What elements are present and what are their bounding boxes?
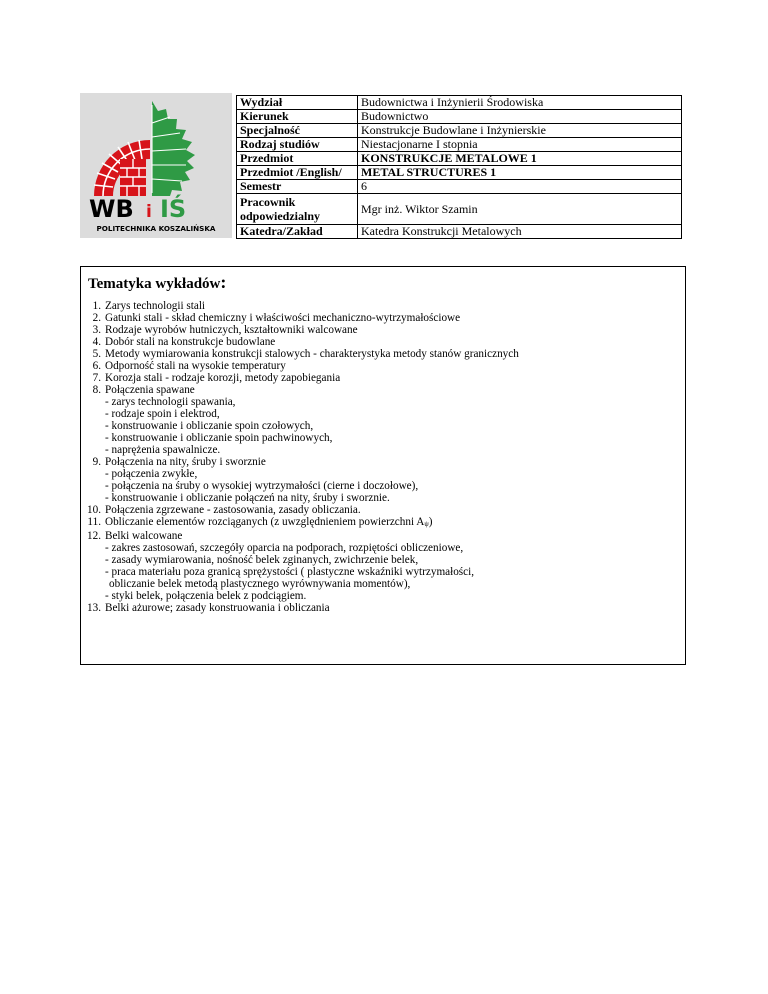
info-label: Pracownik odpowiedzialny <box>237 194 358 225</box>
list-item: 1. Zarys technologii stali <box>92 300 206 312</box>
info-row-specialization <box>237 124 682 138</box>
info-label: Przedmiot <box>237 152 358 166</box>
course-info-table <box>236 95 682 239</box>
list-item: 9. Połączenia na nity, śruby i sworznie <box>92 456 266 468</box>
info-label: Rodzaj studiów <box>237 138 358 152</box>
topics-list <box>85 300 681 614</box>
info-row-study-type <box>237 138 682 152</box>
logo-letters-left: WB <box>89 195 134 223</box>
list-item: 5. Metody wymiarowania konstrukcji stalowych - charakterystyka metody stanów granicznych <box>92 348 519 360</box>
info-value: Konstrukcje Budowlane i Inżynierskie <box>358 124 682 138</box>
info-row-subject-english <box>237 166 682 180</box>
list-subitem: - styki belek, połączenia belek z podciągiem. <box>105 590 307 602</box>
info-row-subject <box>237 152 682 166</box>
list-item: 12. Belki walcowane <box>87 530 183 542</box>
logo-caption: POLITECHNIKA KOSZALIŃSKA <box>96 224 216 233</box>
list-item: 11. Obliczanie elementów rozciąganych (z uwzględnieniem powierzchni $A_\psi$) <box>87 516 433 528</box>
info-value: Katedra Konstrukcji Metalowych <box>358 225 682 239</box>
info-value: Budownictwa i Inżynierii Środowiska <box>358 96 682 110</box>
topics-heading: Tematyka wykładów: <box>88 272 227 292</box>
info-label: Przedmiot /English/ <box>237 166 358 180</box>
list-subitem: - zarys technologii spawania, <box>105 396 236 408</box>
list-item: 4. Dobór stali na konstrukcje budowlane <box>92 336 276 348</box>
info-label: Wydział <box>237 96 358 110</box>
info-row-faculty <box>237 96 682 110</box>
list-subitem: - praca materiału poza granicą sprężystości ( plastyczne wskaźniki wytrzymałości, <box>105 566 475 578</box>
list-item: 8. Połączenia spawane <box>92 384 195 396</box>
list-subitem: - połączenia zwykłe, <box>105 468 198 480</box>
list-item: 6. Odporność stali na wysokie temperatury <box>92 360 286 372</box>
list-subitem: - konstruowanie i obliczanie połączeń na nity, śruby i sworznie. <box>105 492 390 504</box>
info-row-field <box>237 110 682 124</box>
list-subitem: - konstruowanie i obliczanie spoin pachwinowych, <box>105 432 333 444</box>
faculty-logo <box>80 93 232 238</box>
list-item: 3. Rodzaje wyrobów hutniczych, kształtowniki walcowane <box>92 324 358 336</box>
list-subitem: - połączenia na śruby o wysokiej wytrzymałości (cierne i doczołowe), <box>105 480 419 492</box>
list-item: 2. Gatunki stali - skład chemiczny i właściwości mechaniczno-wytrzymałościowe <box>92 312 461 324</box>
list-item: 13. Belki ażurowe; zasady konstruowania i obliczania <box>87 602 330 614</box>
list-subitem: obliczanie belek metodą plastycznego wyrównywania momentów), <box>109 578 411 590</box>
info-row-responsible <box>237 194 682 225</box>
list-item: 7. Korozja stali - rodzaje korozji, metody zapobiegania <box>92 372 341 384</box>
info-row-department <box>237 225 682 239</box>
list-subitem: - rodzaje spoin i elektrod, <box>105 408 220 420</box>
info-value: Niestacjonarne I stopnia <box>358 138 682 152</box>
list-subitem: - naprężenia spawalnicze. <box>105 444 221 456</box>
info-value: Mgr inż. Wiktor Szamin <box>358 194 682 225</box>
info-label: Katedra/Zakład <box>237 225 358 239</box>
info-value: 6 <box>358 180 682 194</box>
info-label: Kierunek <box>237 110 358 124</box>
info-label: Semestr <box>237 180 358 194</box>
lecture-topics-box <box>80 266 686 665</box>
info-value: METAL STRUCTURES 1 <box>358 166 682 180</box>
logo-letter-mid: i <box>146 202 152 222</box>
list-item: 10. Połączenia zgrzewane - zastosowania, zasady obliczania. <box>87 504 361 516</box>
info-label: Specjalność <box>237 124 358 138</box>
list-subitem: - zakres zastosowań, szczegóły oparcia na podporach, rozpiętości obliczeniowe, <box>105 542 464 554</box>
info-value: Budownictwo <box>358 110 682 124</box>
logo-letters-right: IŚ <box>160 195 187 223</box>
info-row-semester <box>237 180 682 194</box>
list-subitem: - konstruowanie i obliczanie spoin czołowych, <box>105 420 314 432</box>
list-subitem: - zasady wymiarowania, nośność belek zginanych, zwichrzenie belek, <box>105 554 419 566</box>
info-value: KONSTRUKCJE METALOWE 1 <box>358 152 682 166</box>
